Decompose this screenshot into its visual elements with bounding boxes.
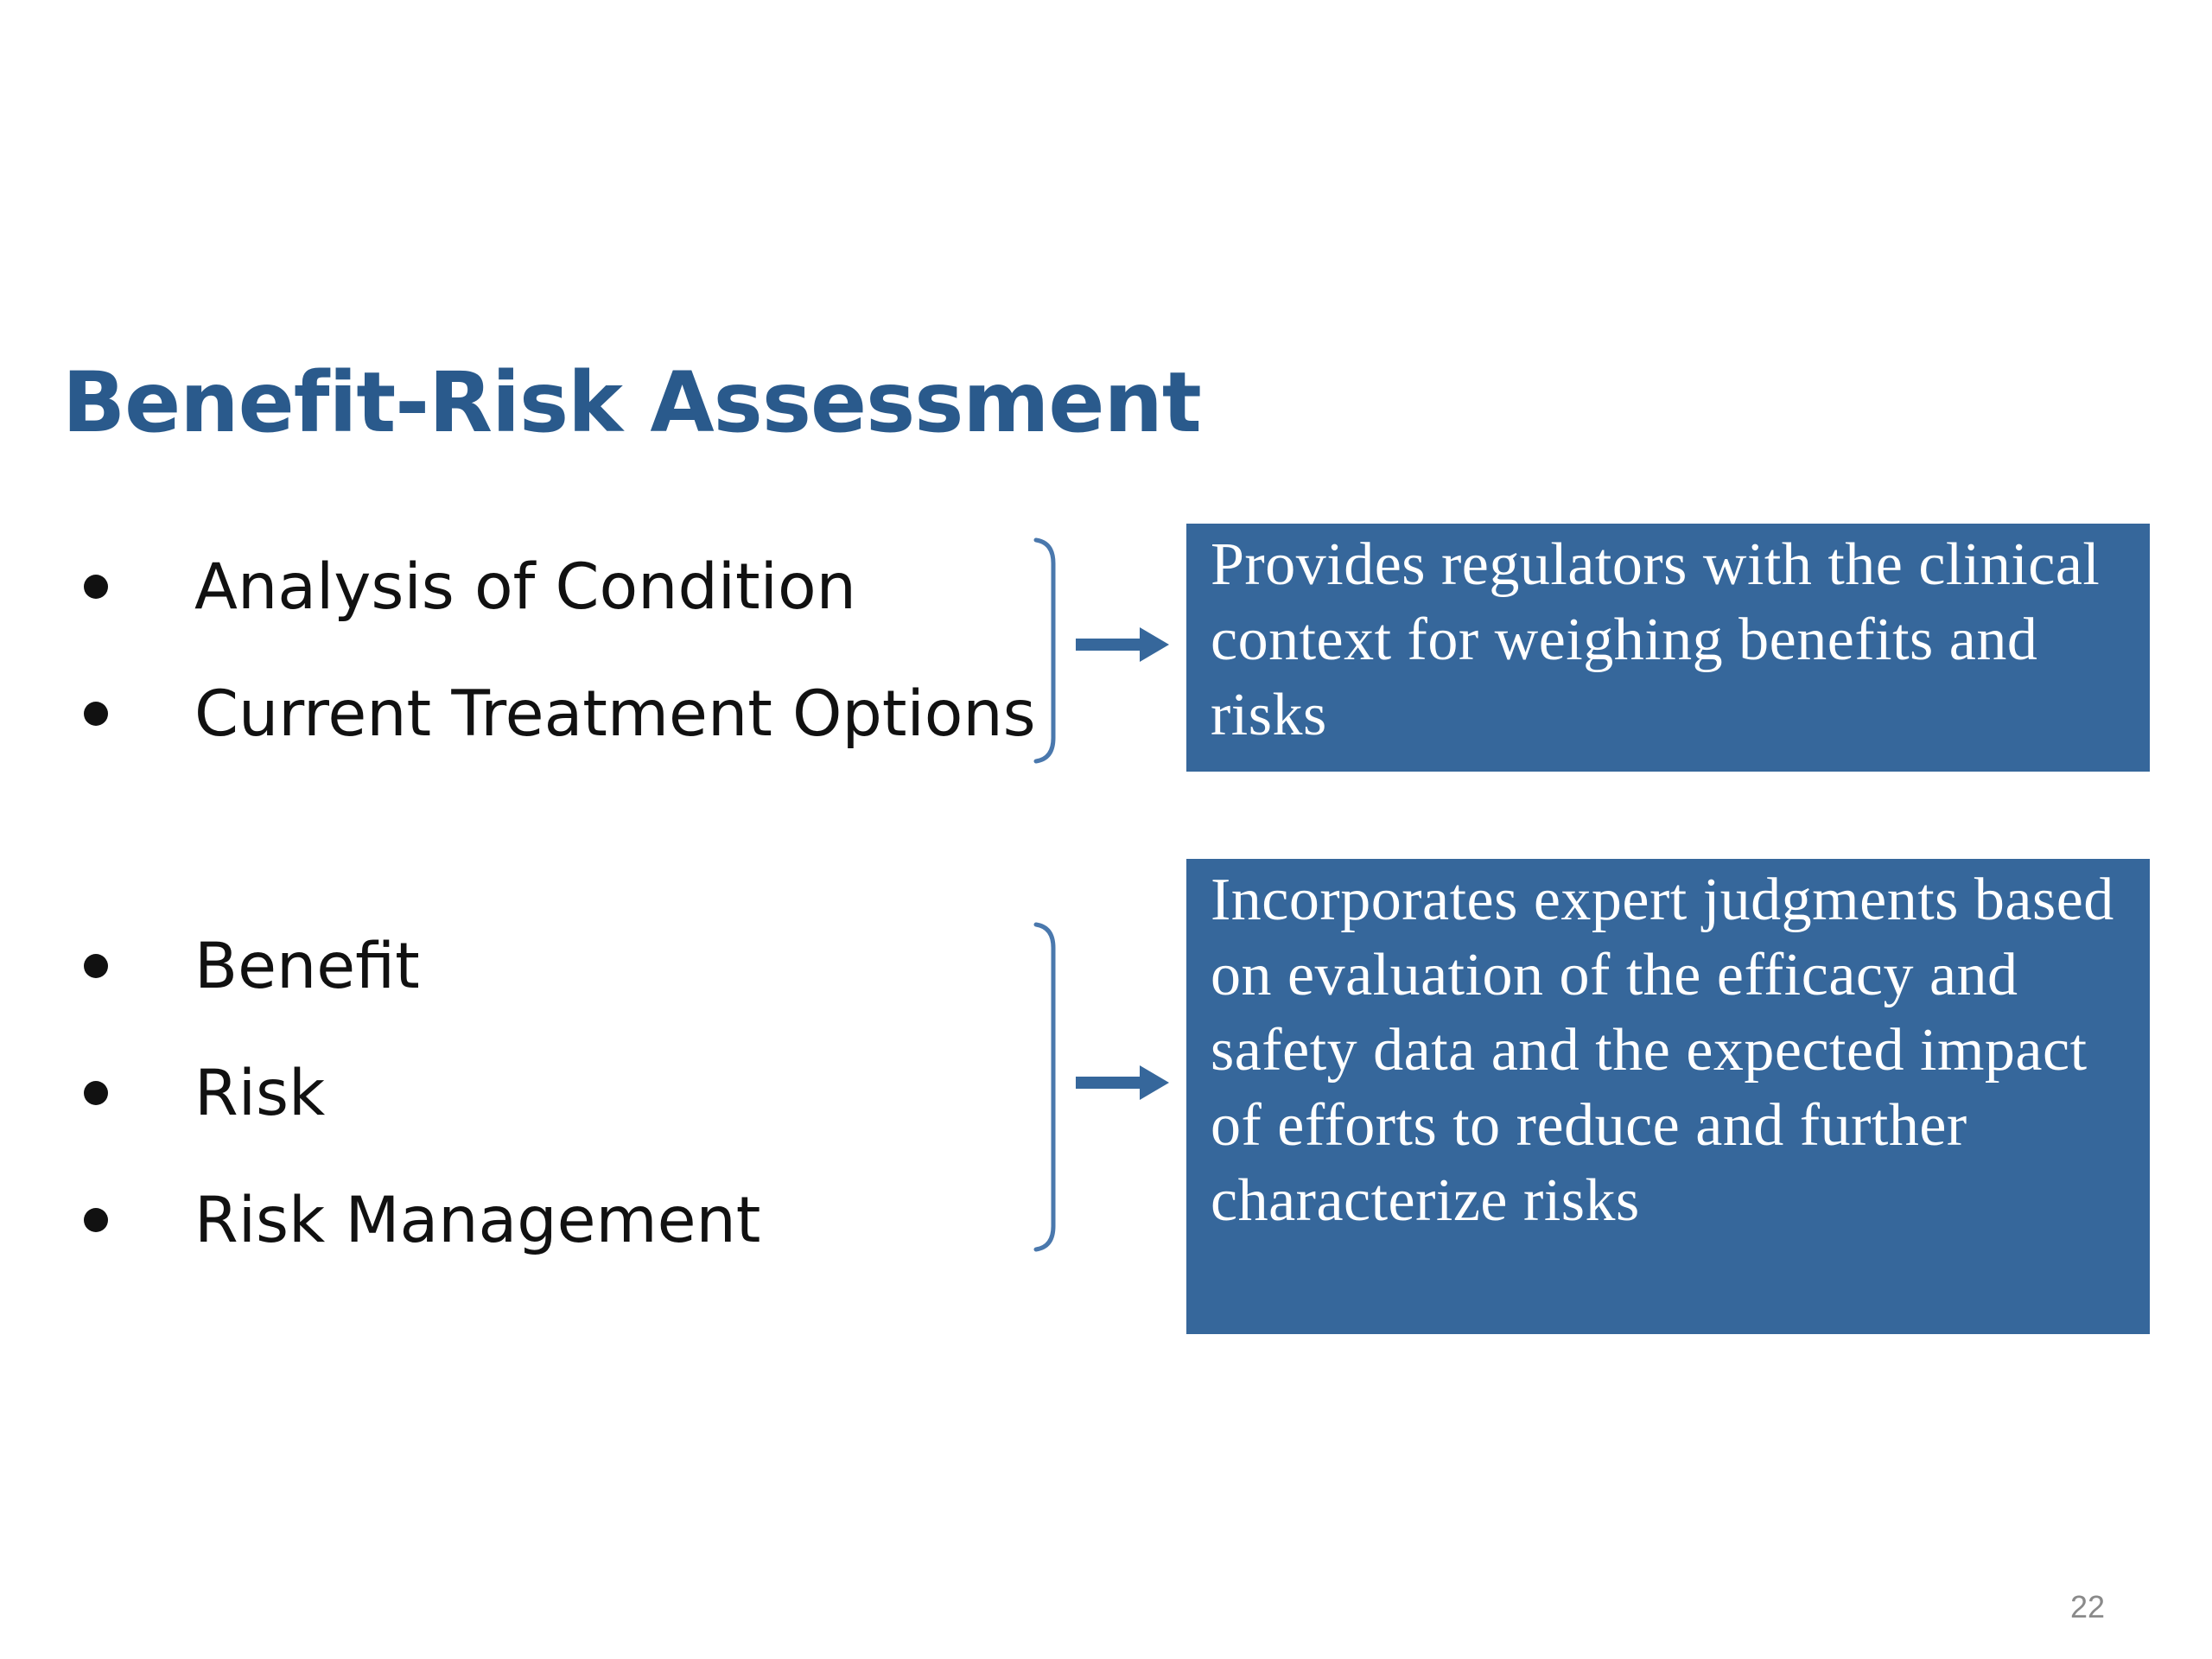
- page-number: 22: [2070, 1589, 2106, 1624]
- bullet-text: Risk: [194, 1056, 326, 1130]
- bullet-text: Benefit: [194, 929, 420, 1003]
- right-brace-icon: [1033, 922, 1067, 1252]
- slide-title: Benefit-Risk Assessment: [62, 354, 1201, 451]
- right-arrow-icon: [1076, 624, 1173, 665]
- bullet-icon: [84, 954, 108, 978]
- right-brace-icon: [1033, 537, 1067, 764]
- bullet-icon: [84, 702, 108, 726]
- bullet-text: Current Treatment Options: [194, 677, 1036, 751]
- right-arrow-icon: [1076, 1062, 1173, 1103]
- info-box-judgments: Incorporates expert judgments based on evaluation of the efficacy and safety data and the expected impact of efforts to reduce and further characterize risks: [1186, 859, 2150, 1334]
- bullet-icon: [84, 575, 108, 599]
- info-box-context: Provides regulators with the clinical context for weighing benefits and risks: [1186, 524, 2150, 772]
- bullet-icon: [84, 1208, 108, 1232]
- bullet-text: Risk Management: [194, 1183, 761, 1257]
- bullet-text: Analysis of Condition: [194, 550, 856, 624]
- bullet-icon: [84, 1081, 108, 1105]
